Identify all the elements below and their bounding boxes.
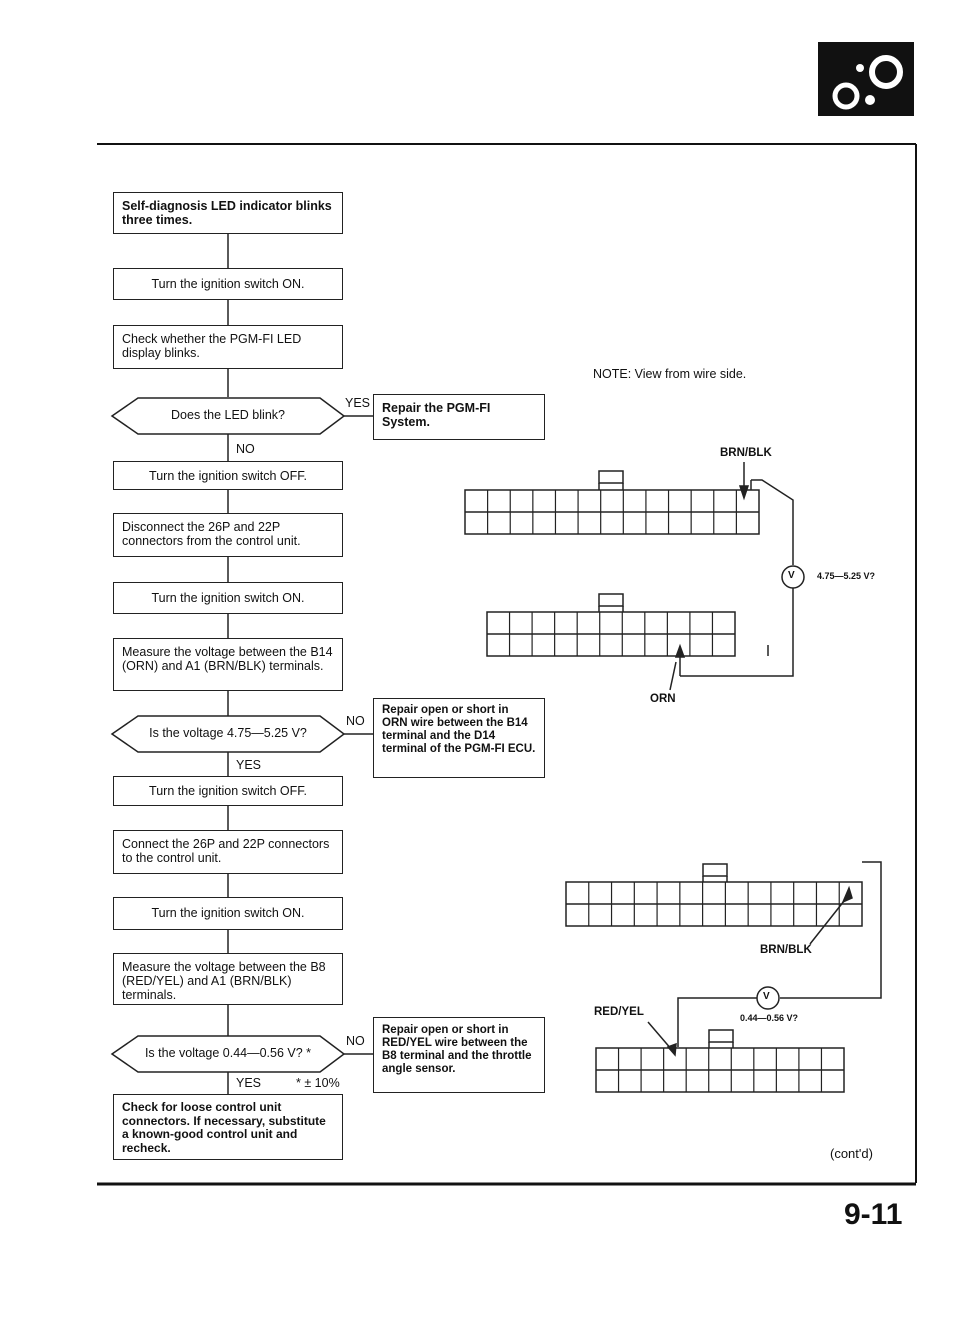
wire-label-brn-blk-lower: BRN/BLK [760, 944, 812, 956]
step-connect: Connect the 26P and 22P connectors to the control unit. [113, 830, 343, 874]
result-repair-pgmfi: Repair the PGM-FI System. [373, 394, 545, 440]
result-repair-red-yel: Repair open or short in RED/YEL wire between the B8 terminal and the throttle angle sensor. [373, 1017, 545, 1093]
step-ignition-on-1: Turn the ignition switch ON. [113, 268, 343, 300]
connector-26p-lower [566, 864, 862, 926]
step-ignition-off-2: Turn the ignition switch OFF. [113, 776, 343, 806]
decision-2-no-label: NO [346, 714, 365, 728]
result-repair-orn: Repair open or short in ORN wire between the B14 terminal and the D14 terminal of the PGM-FI ECU. [373, 698, 545, 778]
note-wire-side: NOTE: View from wire side. [593, 367, 747, 381]
decision-1-yes-label: YES [345, 396, 371, 410]
engine-gear-icon [818, 42, 914, 116]
decision-3-no-label: NO [346, 1034, 365, 1048]
step-self-diagnosis: Self-diagnosis LED indicator blinks three times. [113, 192, 343, 234]
connector-22p-middle [487, 594, 735, 656]
step-ignition-on-2: Turn the ignition switch ON. [113, 582, 343, 614]
continued-note: (cont'd) [830, 1146, 873, 1161]
step-measure-b8: Measure the voltage between the B8 (RED/YEL) and A1 (BRN/BLK) terminals. [113, 953, 343, 1005]
decision-3-yes-label: YES [236, 1076, 262, 1090]
page-number: 9-11 [844, 1198, 903, 1231]
wire-label-red-yel: RED/YEL [594, 1006, 644, 1018]
voltmeter-2-symbol: V [763, 991, 770, 1002]
wire-label-brn-blk-top: BRN/BLK [720, 447, 772, 459]
decision-voltage-2: Is the voltage 0.44—0.56 V? * [144, 1046, 312, 1060]
connector-22p-lower [596, 1030, 844, 1092]
voltage-reading-2: 0.44—0.56 V? [740, 1013, 799, 1023]
step-check-connectors: Check for loose control unit connectors. If necessary, substitute a known-good control unit and recheck. [113, 1094, 343, 1160]
connector-26p-top [465, 471, 759, 534]
step-ignition-on-3: Turn the ignition switch ON. [113, 897, 343, 930]
decision-led-blink: Does the LED blink? [171, 408, 285, 422]
voltmeter-1-symbol: V [788, 570, 795, 581]
wire-label-orn: ORN [650, 693, 676, 705]
voltage-reading-1: 4.75—5.25 V? [817, 571, 876, 581]
decision-2-yes-label: YES [236, 758, 262, 772]
tolerance-note: * ± 10% [296, 1076, 340, 1090]
decision-voltage-1: Is the voltage 4.75—5.25 V? [149, 726, 307, 740]
step-ignition-off-1: Turn the ignition switch OFF. [113, 461, 343, 490]
step-disconnect: Disconnect the 26P and 22P connectors from the control unit. [113, 513, 343, 557]
decision-1-no-label: NO [236, 442, 255, 456]
step-check-led: Check whether the PGM-FI LED display blinks. [113, 325, 343, 369]
test-lead-2 [648, 862, 881, 1055]
step-measure-b14: Measure the voltage between the B14 (ORN) and A1 (BRN/BLK) terminals. [113, 638, 343, 691]
